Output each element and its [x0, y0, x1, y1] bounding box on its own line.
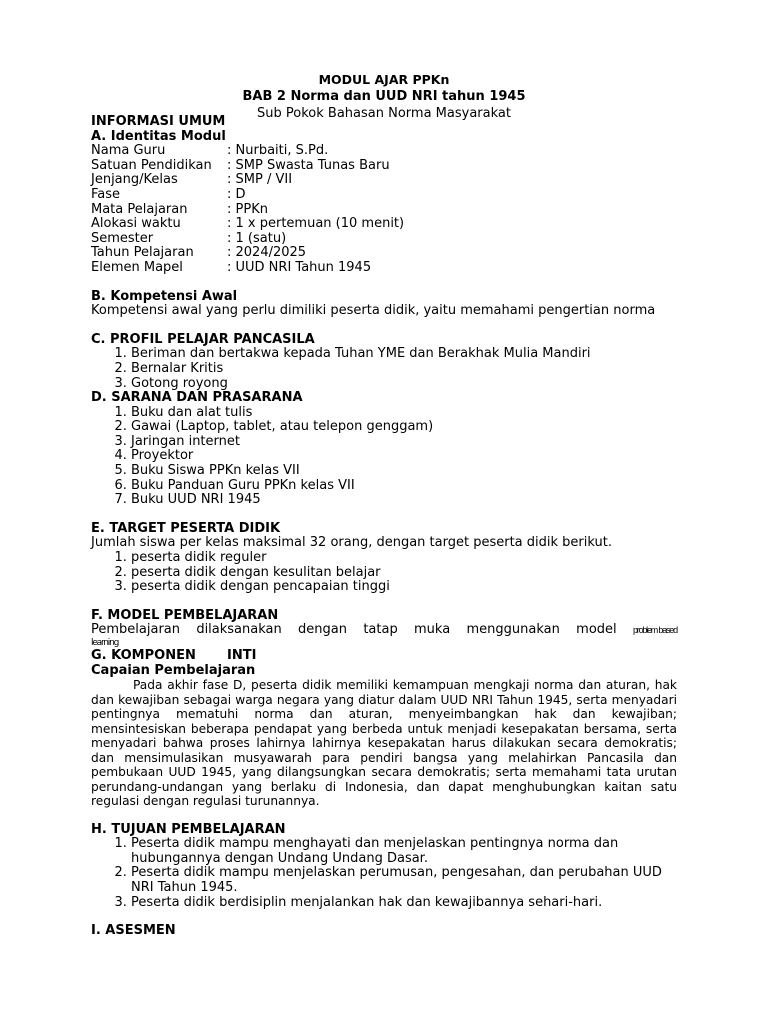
- identitas-label: Satuan Pendidikan: [91, 157, 212, 173]
- identitas-heading: A. Identitas Modul: [91, 128, 226, 144]
- list-item: 2. peserta didik dengan kesulitan belajar: [131, 566, 677, 581]
- identitas-value: : SMP Swasta Tunas Baru: [227, 157, 390, 173]
- identitas-table: [91, 144, 677, 275]
- identitas-label: Jenjang/Kelas: [91, 172, 178, 188]
- list-item: 5. Buku Siswa PPKn kelas VII: [131, 464, 677, 479]
- identitas-label: Alokasi waktu: [91, 216, 181, 232]
- document-title: MODUL AJAR PPKn: [318, 72, 450, 87]
- target-list: [91, 551, 677, 595]
- list-item: 2. Gawai (Laptop, tablet, atau telepon genggam): [131, 420, 677, 435]
- model-word: menggunakan: [466, 622, 560, 638]
- model-word: Pembelajaran: [91, 622, 180, 638]
- kompetensi-heading: B. Kompetensi Awal: [91, 288, 238, 304]
- model-word: dilaksanakan: [196, 622, 282, 638]
- profil-heading: C. PROFIL PELAJAR PANCASILA: [91, 331, 315, 347]
- list-item: 7. Buku UUD NRI 1945: [131, 493, 677, 508]
- tujuan-list: [91, 837, 677, 910]
- model-name-squished-line2: learning: [91, 638, 119, 648]
- model-word: dengan: [298, 622, 347, 638]
- list-item: 3. Jaringan internet: [131, 435, 677, 450]
- model-text: [91, 623, 677, 638]
- identitas-value: : D: [227, 186, 246, 202]
- identitas-value: : UUD NRI Tahun 1945: [227, 259, 372, 275]
- identitas-row: [91, 217, 677, 232]
- identitas-value: : PPKn: [227, 201, 268, 217]
- identitas-value: : 1 x pertemuan (10 menit): [227, 216, 405, 232]
- list-item: 6. Buku Panduan Guru PPKn kelas VII: [131, 479, 677, 494]
- identitas-row: [91, 173, 677, 188]
- model-name-squished: problem based: [632, 625, 677, 636]
- asesmen-heading: I. ASESMEN: [91, 923, 176, 939]
- chapter-title: BAB 2 Norma dan UUD NRI tahun 1945: [242, 89, 526, 104]
- profil-list: [91, 347, 677, 391]
- model-heading: F. MODEL PEMBELAJARAN: [91, 607, 279, 623]
- identitas-row: [91, 232, 677, 247]
- identitas-row: [91, 188, 677, 203]
- identitas-label: Semester: [91, 230, 154, 246]
- identitas-value: : 2024/2025: [227, 245, 307, 261]
- identitas-value: : Nurbaiti, S.Pd.: [227, 143, 329, 159]
- kompetensi-text: Kompetensi awal yang perlu dimiliki peserta didik, yaitu memahami pengertian norma: [91, 303, 656, 319]
- komponen-heading: [91, 649, 677, 664]
- identitas-row: [91, 203, 677, 218]
- list-item: 2. Peserta didik mampu menjelaskan perumusan, pengesahan, dan perubahan UUD NRI Tahun 1945.: [131, 866, 677, 895]
- capaian-paragraph: Pada akhir fase D, peserta didik memiliki kemampuan mengkaji norma dan aturan, hak dan kewajiban sebagai warga negara yang diatur dalam UUD NRI Tahun 1945, serta menyadari pentingnya mematuhi norma dan aturan, menyeimbangkan hak dan kewajiban; mensintesiskan beberapa pendapat yang berbeda untuk menjadi kesepakatan bersama, serta menyadari bahwa proses lahirnya lahirnya kesepakatan harus dilakukan secara demokratis; dan mensimulasikan musyawarah para pendiri bangsa yang melahirkan Pancasila dan pembukaan UUD 1945, yang dilangsungkan secara demokratis; serta memahami tata urutan perundang-undangan yang berlaku di Indonesia, dan dapat menghubungkan kaitan satu regulasi dengan regulasi turunannya.: [91, 678, 677, 809]
- list-item: 1. peserta didik reguler: [131, 551, 677, 566]
- sarana-heading: D. SARANA DAN PRASARANA: [91, 390, 303, 406]
- list-item: 3. Gotong royong: [131, 377, 677, 392]
- target-heading: E. TARGET PESERTA DIDIK: [91, 520, 281, 536]
- sub-topic: Sub Pokok Bahasan Norma Masyarakat: [257, 106, 511, 121]
- list-item: 1. Beriman dan bertakwa kepada Tuhan YME dan Berakhak Mulia Mandiri: [131, 347, 677, 362]
- identitas-value: : SMP / VII: [227, 172, 293, 188]
- model-word: muka: [414, 622, 451, 638]
- list-item: 1. Buku dan alat tulis: [131, 406, 677, 421]
- identitas-label: Nama Guru: [91, 143, 166, 159]
- tujuan-heading: H. TUJUAN PEMBELAJARAN: [91, 821, 286, 837]
- identitas-row: [91, 246, 677, 261]
- informasi-umum-heading: INFORMASI UMUM: [91, 114, 226, 129]
- identitas-label: Mata Pelajaran: [91, 201, 188, 217]
- identitas-row: [91, 144, 677, 159]
- sarana-list: [91, 406, 677, 508]
- target-text: Jumlah siswa per kelas maksimal 32 orang, dengan target peserta didik berikut.: [91, 535, 612, 551]
- identitas-row: [91, 261, 677, 276]
- list-item: 4. Proyektor: [131, 449, 677, 464]
- identitas-label: Elemen Mapel: [91, 259, 183, 275]
- identitas-value: : 1 (satu): [227, 230, 287, 246]
- list-item: 3. peserta didik dengan pencapaian tinggi: [131, 580, 677, 595]
- identitas-label: Fase: [91, 186, 121, 202]
- list-item: 1. Peserta didik mampu menghayati dan menjelaskan pentingnya norma dan hubungannya dengan Undang Undang Dasar.: [131, 837, 677, 866]
- identitas-label: Tahun Pelajaran: [91, 245, 194, 261]
- list-item: 3. Peserta didik berdisiplin menjalankan hak dan kewajibannya sehari-hari.: [131, 896, 677, 911]
- capaian-heading: Capaian Pembelajaran: [91, 662, 256, 678]
- list-item: 2. Bernalar Kritis: [131, 362, 677, 377]
- document-body: [91, 115, 677, 939]
- identitas-row: [91, 159, 677, 174]
- komponen-heading-part: G. KOMPONEN: [91, 648, 196, 663]
- model-word: model: [576, 622, 617, 638]
- komponen-heading-part: INTI: [227, 648, 257, 663]
- model-word: tatap: [363, 622, 398, 638]
